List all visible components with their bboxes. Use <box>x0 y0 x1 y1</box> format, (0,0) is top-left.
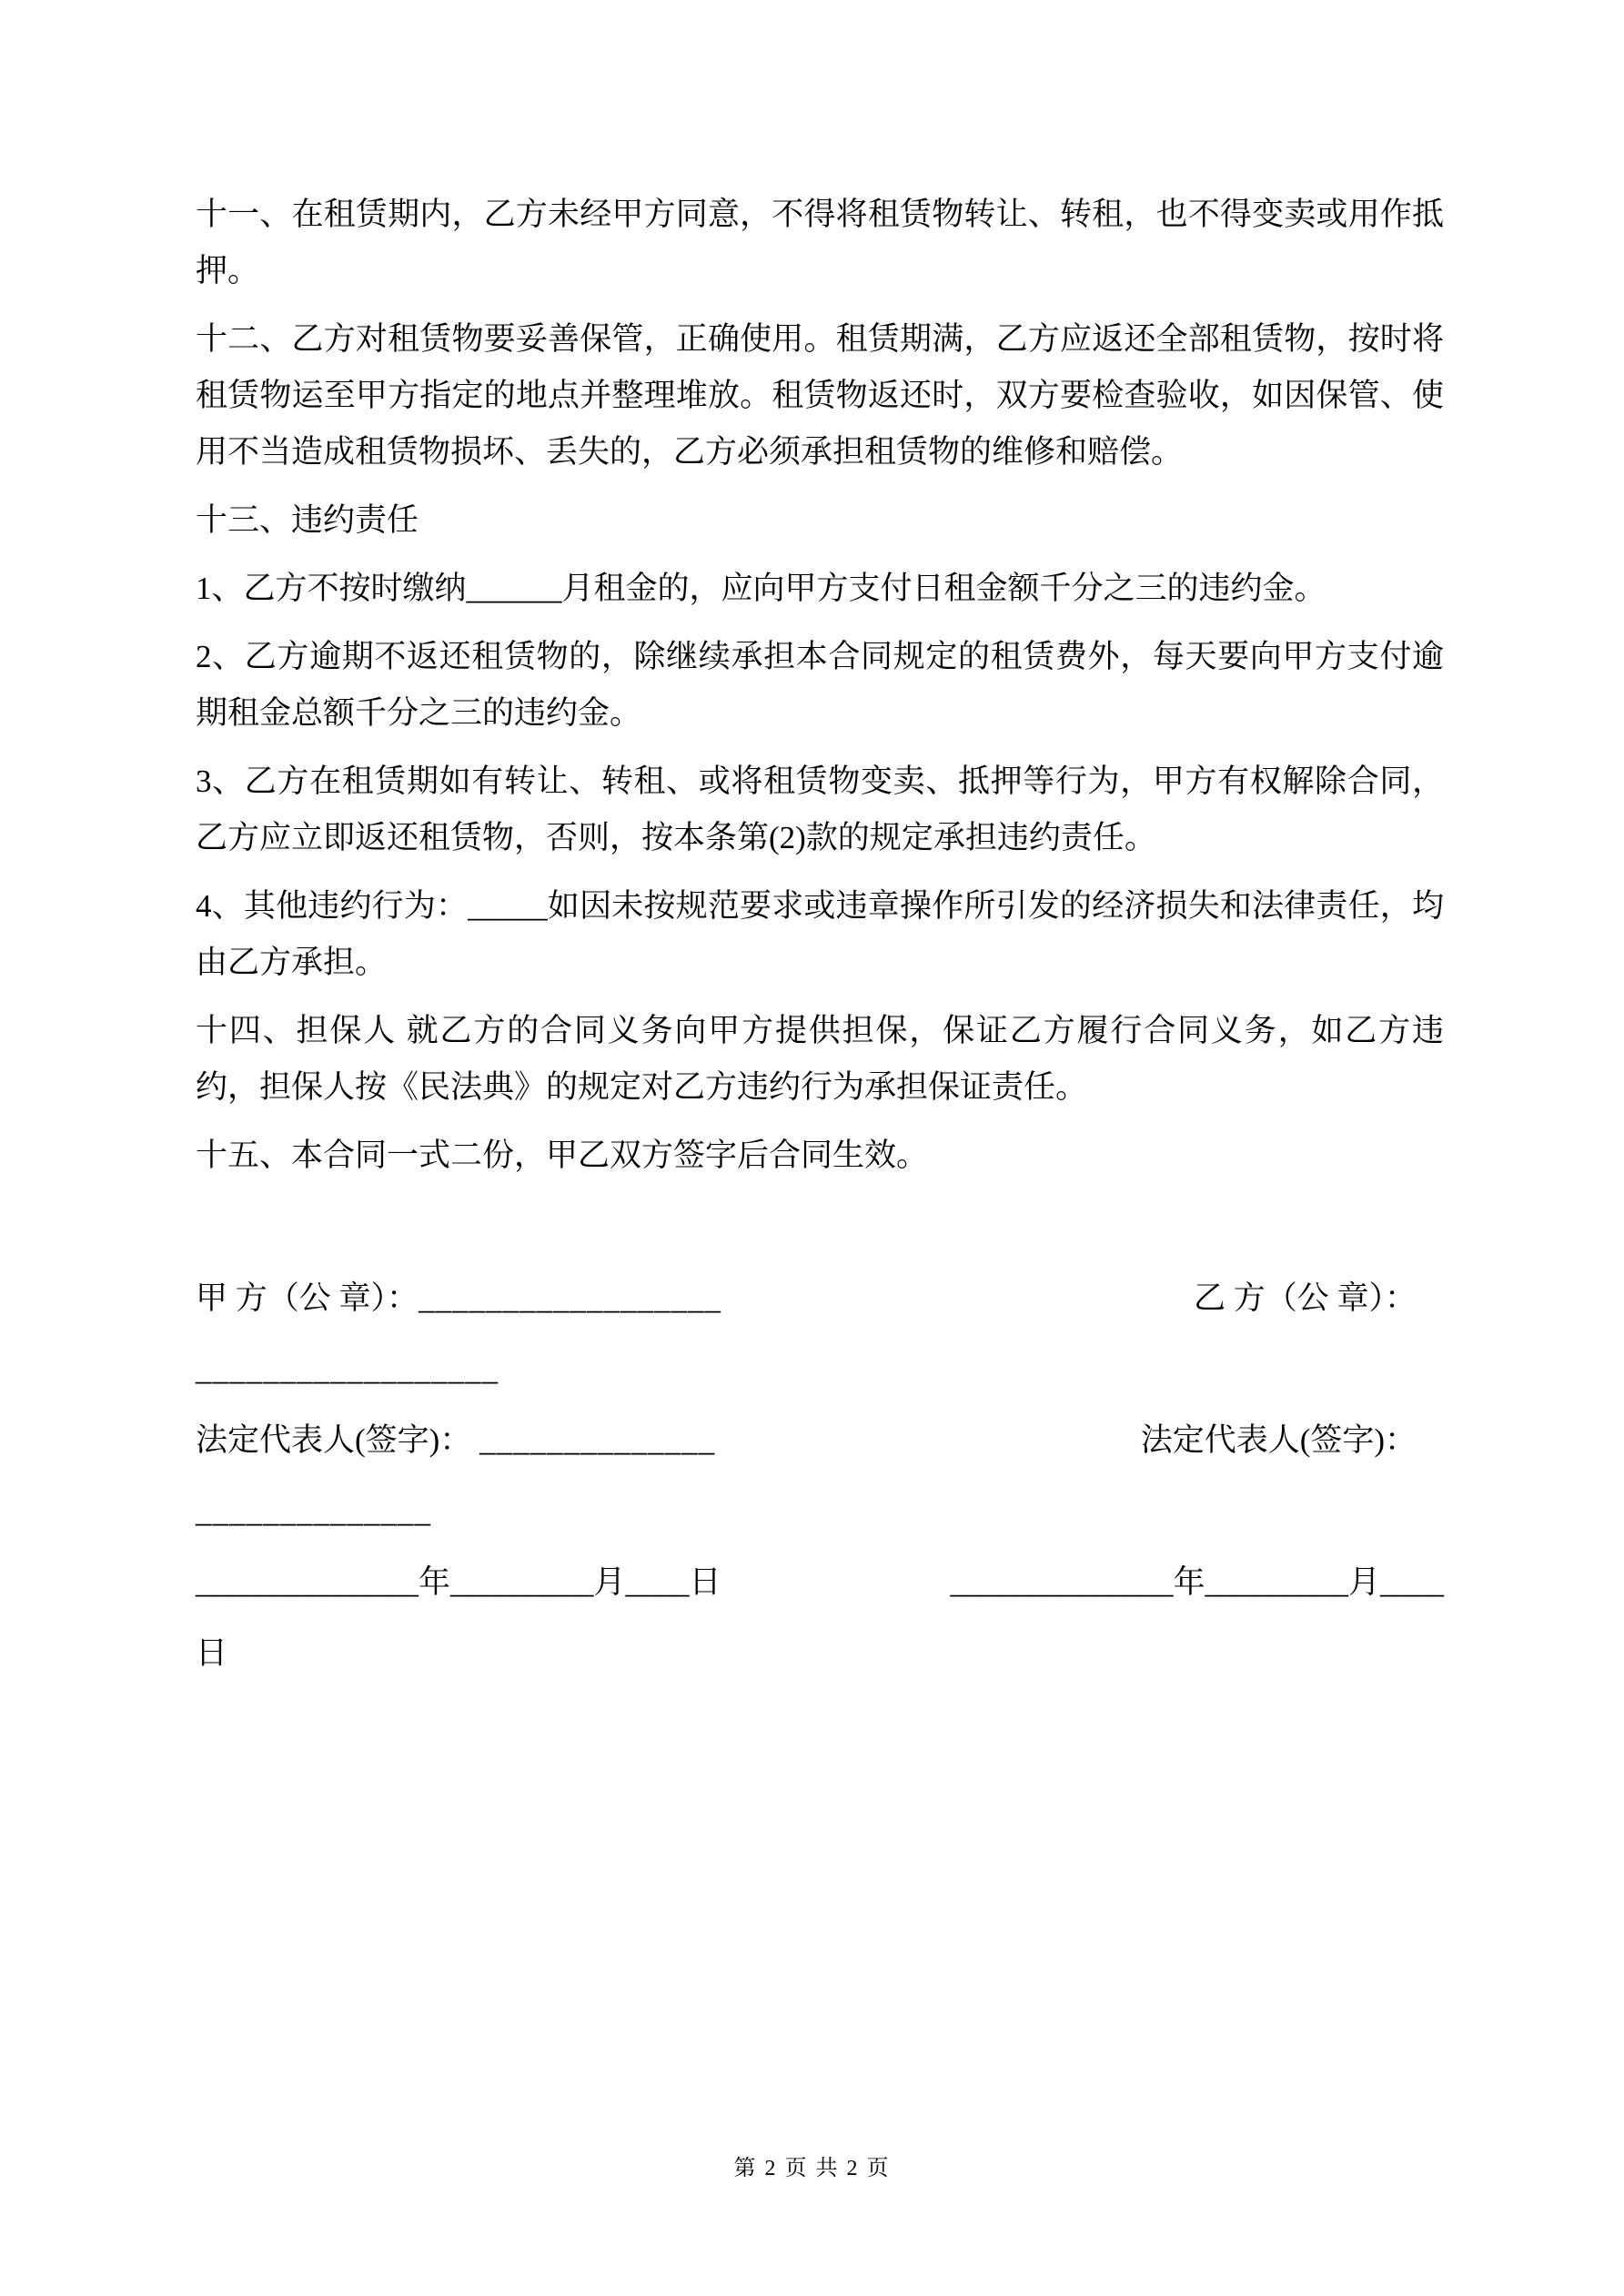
party-a-date-blank: ______________年_________月____日 <box>196 1564 721 1600</box>
rep-b-blank-row <box>196 1483 1444 1540</box>
clause-13-item-2: 2、乙方逾期不返还租赁物的，除继续承担本合同规定的租赁费外，每天要向甲方支付逾期租金总额千分之三的违约金。 <box>196 639 1444 731</box>
clause-13-item-1: 1、乙方不按时缴纳______月租金的，应向甲方支付日租金额千分之三的违约金。 <box>196 571 1326 606</box>
contract-body <box>196 187 1444 1696</box>
rep-a-label: 法定代表人(签字)： <box>196 1422 472 1458</box>
clause-12: 十二、乙方对租赁物要妥善保管，正确使用。租赁期满，乙方应返还全部租赁物，按时将租赁物运至甲方指定的地点并整理堆放。租赁物返还时，双方要检查验收，如因保管、使用不当造成租赁物损坏、丢失的，乙方必须承担租赁物的维修和赔偿。 <box>196 321 1444 470</box>
party-b-seal-blank-row <box>196 1341 1444 1398</box>
representative-row <box>196 1412 1444 1469</box>
rep-b-signature-blank: ______________ <box>196 1493 431 1529</box>
party-b-seal-label: 乙 方（公 章）： <box>1193 1280 1417 1316</box>
date-row <box>196 1554 1444 1611</box>
clause-13-item-4: 4、其他违约行为：_____如因未按规范要求或违章操作所引发的经济损失和法律责任，均由乙方承担。 <box>196 888 1444 980</box>
clause-13-heading: 十三、违约责任 <box>196 502 419 538</box>
clause-14: 十四、担保人 就乙方的合同义务向甲方提供担保，保证乙方履行合同义务，如乙方违约，担保人按《民法典》的规定对乙方违约行为承担保证责任。 <box>196 1013 1444 1105</box>
clause-11: 十一、在租赁期内，乙方未经甲方同意，不得将租赁物转让、转租，也不得变卖或用作抵押。 <box>196 197 1444 288</box>
party-b-date-day-character: 日 <box>196 1635 228 1671</box>
party-a-seal-group <box>196 1270 721 1327</box>
party-b-seal-blank: __________________ <box>196 1351 499 1387</box>
party-a-seal-label: 甲 方（公 章）： <box>196 1280 419 1316</box>
clause-13-item-3: 3、乙方在租赁期如有转让、转租、或将租赁物变卖、抵押等行为，甲方有权解除合同，乙方应立即返还租赁物，否则，按本条第(2)款的规定承担违约责任。 <box>196 764 1444 855</box>
seal-row <box>196 1270 1444 1327</box>
page-number: 第 2 页 共 2 页 <box>733 2157 891 2180</box>
signature-section <box>196 1270 1444 1682</box>
date-wrap-row <box>196 1625 1444 1682</box>
party-b-date-blank: ______________年_________月____ <box>950 1564 1444 1600</box>
rep-a-signature-blank: ______________ <box>479 1422 716 1458</box>
rep-b-label: 法定代表人(签字)： <box>1140 1422 1417 1458</box>
clause-15: 十五、本合同一式二份，甲乙双方签字后合同生效。 <box>196 1138 929 1173</box>
rep-a-group <box>196 1412 715 1469</box>
party-a-seal-blank: __________________ <box>419 1280 722 1316</box>
